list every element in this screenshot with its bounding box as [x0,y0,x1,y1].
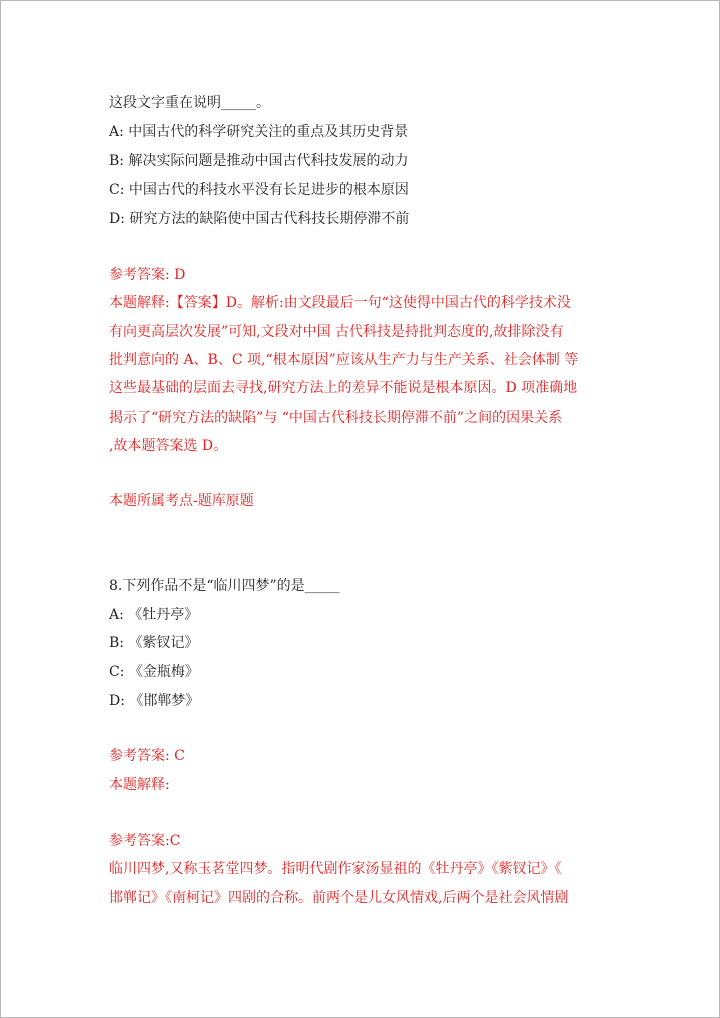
option-d: D: 研究方法的缺陷使中国古代科技长期停滞不前 [109,211,410,227]
explanation-line: 揭示了“研究方法的缺陷”与 “中国古代科技长期停滞不前”之间的因果关系 [109,410,563,426]
option-b: B: 《紫钗记》 [109,635,199,651]
option-a: A: 《牡丹亭》 [109,607,199,623]
question-stem: 8.下列作品不是“临川四梦”的是_____ [109,578,340,594]
option-b: B: 解决实际问题是推动中国古代科技发展的动力 [109,153,409,169]
option-c: C: 中国古代的科技水平没有长足进步的根本原因 [109,182,409,198]
option-d: D: 《邯郸梦》 [109,693,200,709]
note-line: 邯郸记》《南柯记》四剧的合称。前两个是儿女风情戏,后两个是社会风情剧 [109,890,569,906]
topic-tag: 本题所属考点-题库原题 [109,493,254,509]
explanation-label: 本题解释: [109,777,170,793]
explanation-line: ,故本题答案选 D。 [109,438,228,454]
option-c: C: 《金瓶梅》 [109,664,199,680]
reference-answer: 参考答案:C [109,833,181,849]
question-stem: 这段文字重在说明_____。 [109,95,270,111]
explanation-line: 有向更高层次发展”可知,文段对中国 古代科技是持批判态度的,故排除没有 [109,324,564,340]
note-line: 临川四梦,又称玉茗堂四梦。指明代剧作家汤显祖的《牡丹亭》《紫钗记》《 [109,861,562,877]
option-a: A: 中国古代的科学研究关注的重点及其历史背景 [109,124,409,140]
answer: 参考答案: C [109,748,185,764]
explanation-line: 批判意向的 A、B、C 项,“根本原因”应该从生产力与生产关系、社会体制 等 [109,352,579,368]
explanation-line: 本题解释:【答案】D。解析:由文段最后一句“这使得中国古代的科学技术没 [109,295,571,311]
answer: 参考答案: D [109,267,186,283]
explanation-line: 这些最基础的层面去寻找,研究方法上的差异不能说是根本原因。D 项准确地 [109,380,578,396]
